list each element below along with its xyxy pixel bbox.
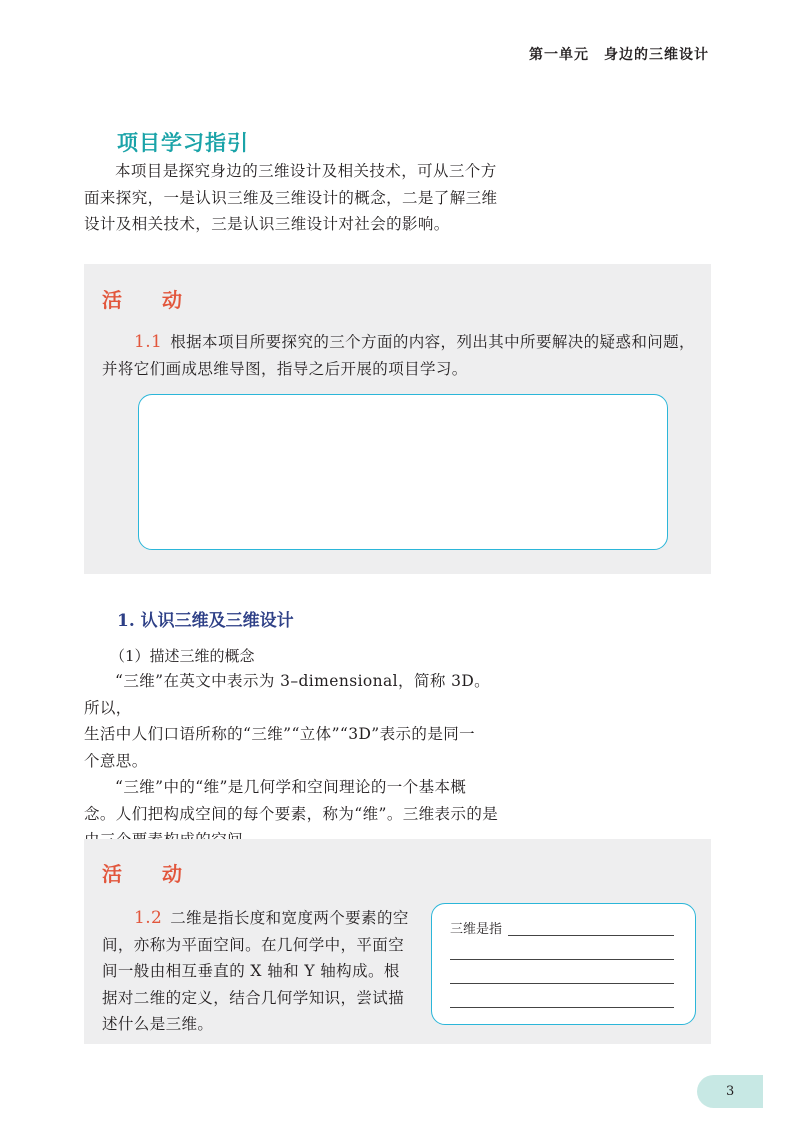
activity-1-panel bbox=[84, 264, 711, 574]
answer-line-2[interactable] bbox=[450, 958, 674, 960]
activity-2-title: 活 动 bbox=[102, 862, 192, 886]
guide-line-2: 面来探究，一是认识三维及三维设计的概念，二是了解三维 bbox=[84, 188, 498, 207]
guide-line-1: 本项目是探究身边的三维设计及相关技术，可从三个方 bbox=[115, 162, 497, 180]
running-head: 第一单元 身边的三维设计 bbox=[529, 47, 709, 63]
activity-1-number: 1.1 bbox=[134, 332, 163, 352]
activity-2-line-5: 述什么是三维。 bbox=[102, 1015, 214, 1033]
activity-2-text bbox=[102, 905, 417, 1038]
guide-line-3: 设计及相关技术，三是认识三维设计对社会的影响。 bbox=[84, 215, 450, 233]
guide-paragraph bbox=[84, 158, 504, 238]
activity-2-number: 1.2 bbox=[134, 908, 163, 928]
page-number: 3 bbox=[726, 1084, 735, 1099]
activity-1-text bbox=[102, 329, 702, 382]
activity-1-title: 活 动 bbox=[102, 288, 192, 312]
fill-label: 三维是指 bbox=[450, 922, 503, 937]
section-1-subheading: （1）描述三维的概念 bbox=[110, 647, 255, 665]
definition-answer-box[interactable] bbox=[431, 903, 696, 1025]
mind-map-answer-box[interactable] bbox=[138, 394, 668, 550]
activity-2-line-1: 二维是指长度和宽度两个要素的空 bbox=[170, 909, 409, 927]
section-1-line-5: 念。人们把构成空间的每个要素，称为“维”。三维表示的是 bbox=[84, 804, 499, 823]
section-1-line-3: 个意思。 bbox=[84, 751, 148, 770]
section-1-line-2: 生活中人们口语所称的“三维”“立体”“3D”表示的是同一 bbox=[84, 725, 476, 743]
section-1-heading: 1. 认识三维及三维设计 bbox=[117, 611, 294, 631]
activity-2-line-3: 间一般由相互垂直的 X 轴和 Y 轴构成。根 bbox=[102, 962, 400, 980]
answer-line-4[interactable] bbox=[450, 1006, 674, 1008]
section-1-line-4: “三维”中的“维”是几何学和空间理论的一个基本概 bbox=[115, 778, 467, 796]
activity-1-line-1: 根据本项目所要探究的三个方面的内容，列出其中所要解决的疑惑和问题， bbox=[170, 333, 695, 351]
section-1-body bbox=[84, 668, 504, 854]
answer-line-3[interactable] bbox=[450, 982, 674, 984]
activity-2-line-4: 据对二维的定义，结合几何学知识，尝试描 bbox=[102, 988, 405, 1007]
guide-title: 项目学习指引 bbox=[117, 131, 249, 155]
activity-2-line-2: 间，亦称为平面空间。在几何学中，平面空 bbox=[102, 935, 405, 954]
activity-1-line-2: 并将它们画成思维导图，指导之后开展的项目学习。 bbox=[102, 359, 468, 378]
answer-line-1[interactable] bbox=[508, 934, 674, 936]
activity-2-panel bbox=[84, 839, 711, 1044]
section-1-line-1: “三维”在英文中表示为 3–dimensional，简称 3D。所以， bbox=[84, 672, 491, 717]
